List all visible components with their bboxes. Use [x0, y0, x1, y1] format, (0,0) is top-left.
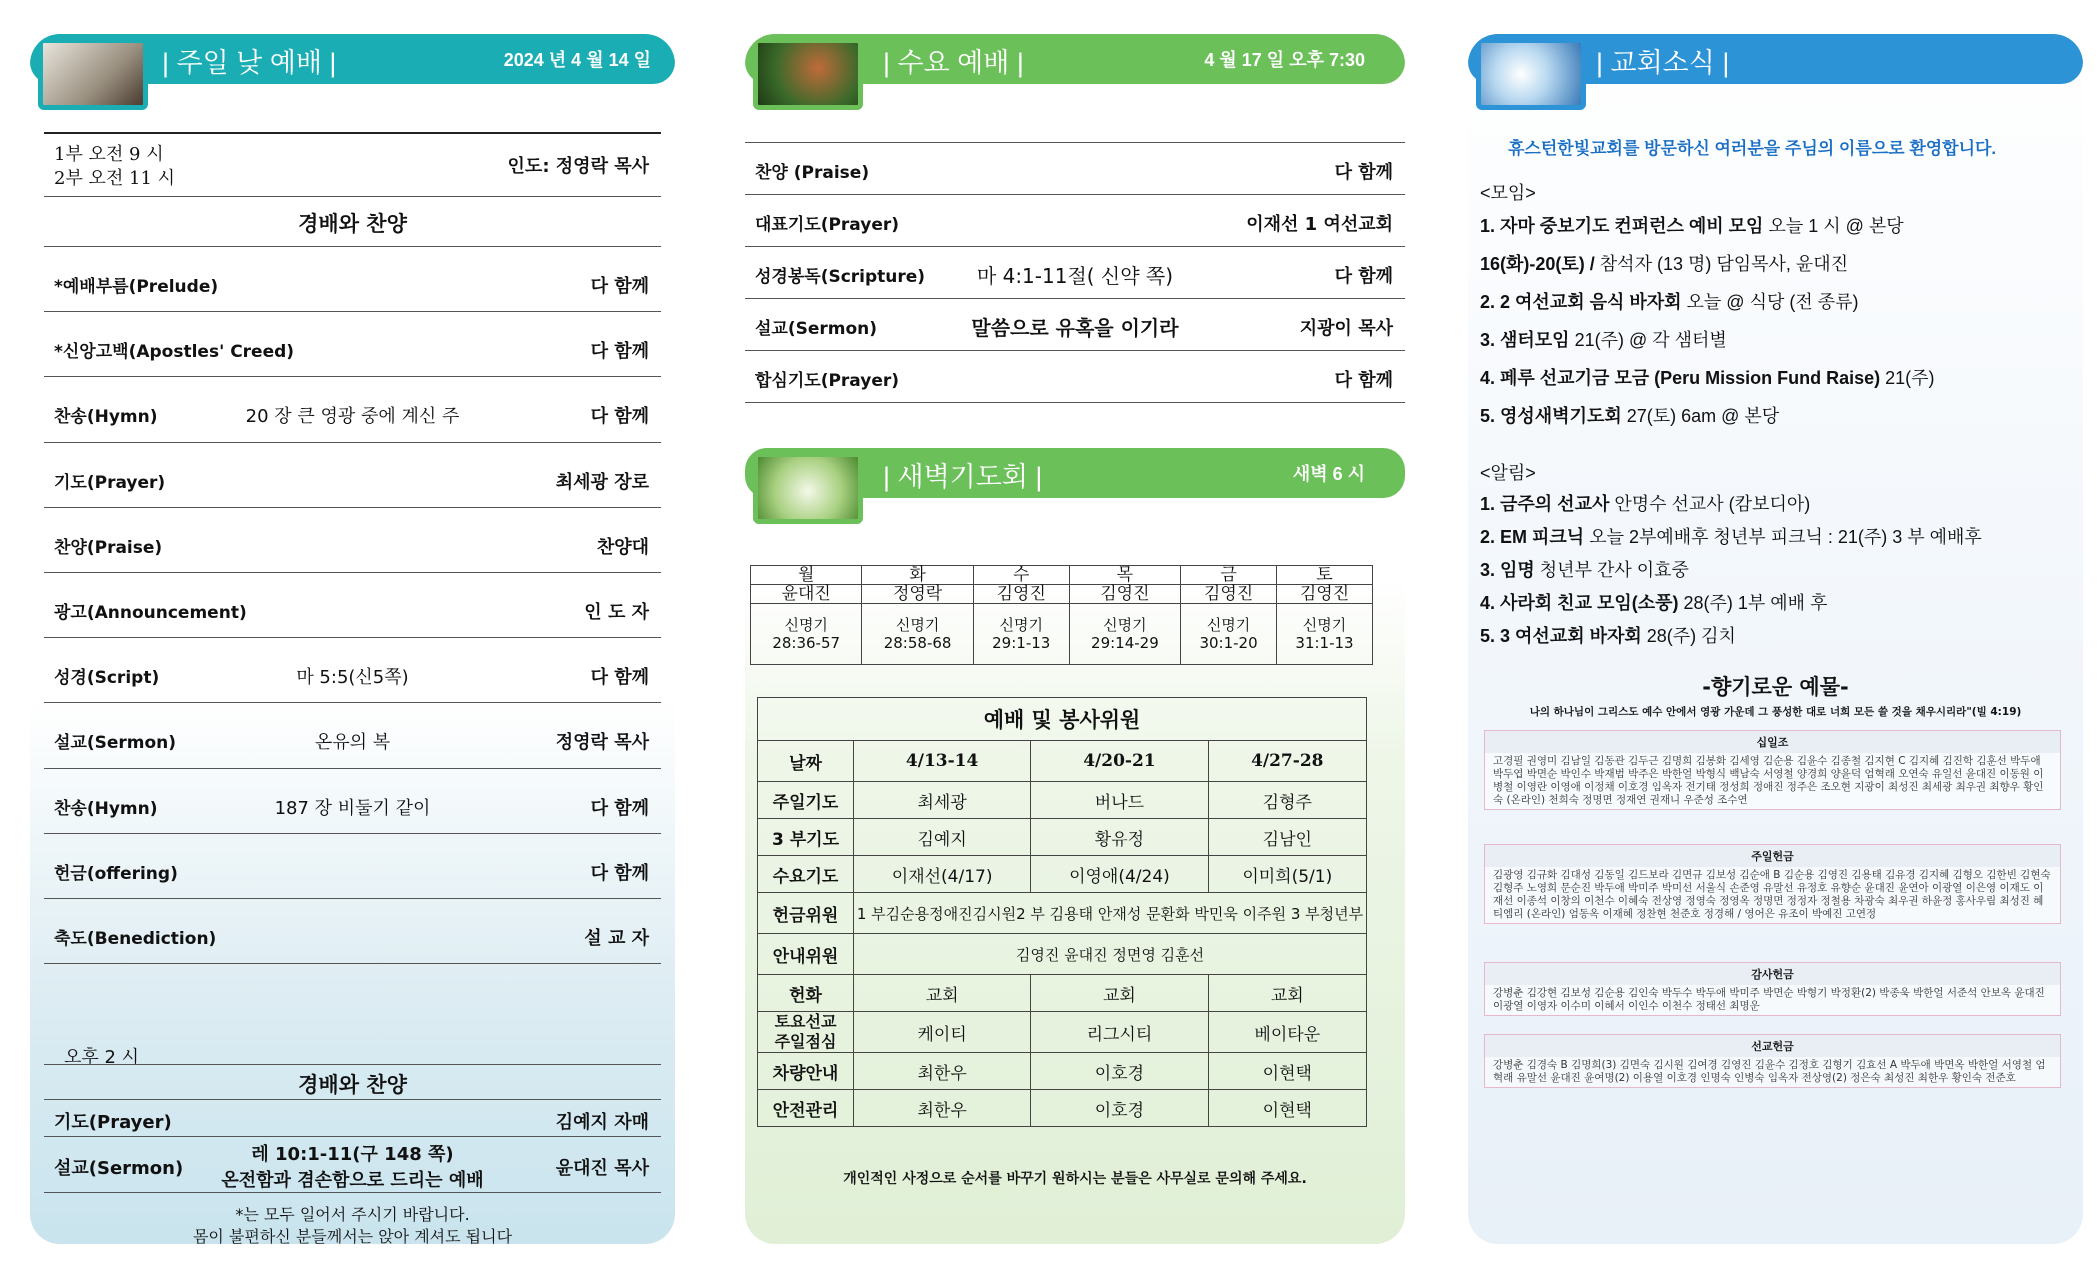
- bible-cross-image: [38, 38, 148, 110]
- leader: 인도: 정영락 목사: [507, 156, 649, 177]
- servants-table: [757, 697, 1367, 1127]
- day-name: 월: [797, 565, 815, 585]
- day-cell: [1277, 566, 1373, 604]
- sunday-order-row: [44, 900, 661, 964]
- servants-row: [758, 1090, 1367, 1127]
- wed-detail: 말씀으로 유혹을 이기라: [971, 316, 1179, 340]
- sunday-order-row: [44, 835, 661, 899]
- sunday-order-row: [44, 574, 661, 638]
- service2-time: 2부 오전 11 시: [54, 168, 176, 189]
- news-item: [1480, 326, 1727, 352]
- servants-name: 이현택: [1208, 1053, 1366, 1090]
- wednesday-order-row: [745, 352, 1405, 403]
- servants-footnote: 개인적인 사정으로 순서를 바꾸기 원하시는 분들은 사무실로 문의해 주세요.: [843, 1171, 1307, 1187]
- offering-section: [1484, 1034, 2061, 1088]
- reading-cell: [1069, 604, 1180, 665]
- servants-row: [758, 856, 1367, 893]
- flower-image: [1476, 38, 1586, 110]
- offering-title: -향기로운 예물-: [1702, 675, 1849, 699]
- wednesday-order-row: [745, 144, 1405, 195]
- readings-row: [751, 604, 1373, 665]
- news-title: | 교회소식 |: [1596, 48, 1730, 78]
- wednesday-date: 4 월 17 일 오후 7:30: [1204, 50, 1365, 70]
- order-person: 최세광 장로: [555, 471, 649, 493]
- servants-name: 버나드: [1031, 782, 1208, 819]
- day-cell: [1181, 566, 1277, 604]
- news-item-title: 4. 페루 선교기금 모금 (Peru Mission Fund Raise): [1480, 368, 1881, 388]
- servants-name: 이현택: [1208, 1090, 1366, 1127]
- reading-book: 신명기: [1103, 616, 1147, 634]
- news-item-title: 4. 사라회 친교 모임(소풍): [1480, 593, 1679, 613]
- offering-verse: 나의 하나님이 그리스도 예수 안에서 영광 가운데 그 풍성한 대로 너희 모든 쓸 것을 채우시리라"(빌 4:19): [1529, 706, 2022, 718]
- news-item-detail: 21(주) @ 각 샘터별: [1569, 330, 1727, 350]
- sunday-order-row: [44, 378, 661, 442]
- offering-section: [1484, 962, 2061, 1016]
- service-times-row: [44, 132, 661, 197]
- sunday-title: | 주일 낮 예배 |: [162, 48, 337, 78]
- wed-top-line: [745, 142, 1405, 143]
- day-name: 목: [1116, 565, 1134, 585]
- news-item-title: 3. 임명: [1480, 560, 1535, 580]
- order-item: 축도(Benediction): [54, 929, 217, 949]
- reading-book: 신명기: [1302, 616, 1347, 634]
- servants-row: [758, 1012, 1367, 1053]
- news-item-detail: 오늘 1 시 @ 본당: [1763, 216, 1904, 236]
- servants-name: 최한우: [854, 1090, 1031, 1127]
- news-item-detail: 28(주) 김치: [1641, 626, 1736, 646]
- offering-section-names: 강병춘 김강현 김보성 김순용 김인숙 박두수 박두애 박미주 박면순 박형기 박정환(2) 박종욱 박한얼 서준석 안보옥 윤대진 이광열 이영자 이수미 이혜서 이인수 이천수 정태선 최명운: [1493, 987, 2045, 1012]
- sunday-order-row: [44, 639, 661, 703]
- order-detail: 온유의 복: [314, 732, 391, 754]
- day-leader: 김영진: [1277, 584, 1372, 603]
- pm-sermon-scripture: 레 10:1-11(구 148 쪽): [251, 1144, 454, 1165]
- reading-cell: [1277, 604, 1373, 665]
- news-item-title: 3. 샘터모임: [1480, 330, 1570, 350]
- servants-name: 김남인: [1208, 819, 1366, 856]
- order-item: 기도(Prayer): [54, 472, 166, 493]
- news-item: [1480, 250, 1848, 276]
- news-item: [1480, 402, 1779, 428]
- news-item-detail: 청년부 간사 이효중: [1534, 560, 1689, 580]
- servants-role: 안전관리: [758, 1090, 854, 1127]
- news-item: [1480, 364, 1935, 390]
- news-item-title: 2. EM 피크닉: [1480, 527, 1585, 547]
- order-person: 인 도 자: [584, 602, 649, 623]
- servants-name: 김예지: [854, 819, 1031, 856]
- wednesday-order-row: [745, 300, 1405, 351]
- servants-name: 김형주: [1208, 782, 1366, 819]
- dawn-schedule-table: [750, 565, 1373, 665]
- order-person: 다 함께: [590, 406, 649, 428]
- wed-person: 다 함께: [1334, 266, 1393, 287]
- offering-section: [1484, 844, 2061, 924]
- order-person: 찬양대: [596, 536, 649, 558]
- days-row: [751, 566, 1373, 604]
- servants-role: 차량안내: [758, 1053, 854, 1090]
- servants-name: 이호경: [1031, 1053, 1208, 1090]
- wednesday-order-row: [745, 248, 1405, 299]
- order-person: 다 함께: [590, 797, 649, 819]
- notices-heading: <알림>: [1480, 463, 1536, 483]
- servants-header-cell: 4/27-28: [1208, 741, 1366, 782]
- order-person: 다 함께: [590, 862, 649, 884]
- servants-name: 최한우: [854, 1053, 1031, 1090]
- servants-row: [758, 934, 1367, 975]
- sunday-order-row: [44, 770, 661, 834]
- news-item-detail: 28(주) 1부 예배 후: [1678, 593, 1828, 613]
- pm-sermon-label: 설교(Sermon): [54, 1158, 184, 1179]
- pm-sermon-title: 온전함과 겸손함으로 드리는 예배: [221, 1170, 484, 1191]
- offering-section: [1484, 730, 2061, 810]
- welcome-text: 휴스턴한빛교회를 방문하신 여러분을 주님의 이름으로 환영합니다.: [1508, 139, 1997, 158]
- day-leader: 김영진: [1181, 584, 1276, 603]
- day-name: 토: [1316, 565, 1333, 585]
- order-person: 다 함께: [590, 341, 649, 363]
- reading-cell: [1181, 604, 1277, 665]
- servants-name: 교회: [1208, 975, 1366, 1012]
- servants-role: 안내위원: [758, 934, 854, 975]
- pm-time-row: [44, 1037, 661, 1067]
- service1-time: 1부 오전 9 시: [54, 144, 164, 165]
- news-item: [1480, 589, 1827, 615]
- servants-title-row: [758, 698, 1367, 741]
- order-detail: 20 장 큰 영광 중에 계신 주: [245, 406, 460, 428]
- servants-name: 이미희(5/1): [1208, 856, 1366, 893]
- news-item: [1480, 288, 1859, 314]
- reading-cell: [973, 604, 1069, 665]
- servants-name: 이재선(4/17): [854, 856, 1031, 893]
- news-item-title: 5. 영성새벽기도회: [1480, 406, 1622, 426]
- sunday-order-row: [44, 704, 661, 768]
- reading-chapter: 31:1-13: [1295, 634, 1354, 652]
- day-cell: [862, 566, 973, 604]
- order-person: 설 교 자: [584, 928, 649, 949]
- day-cell: [973, 566, 1069, 604]
- servants-name: 베이타운: [1208, 1012, 1366, 1053]
- day-cell: [1069, 566, 1180, 604]
- order-person: 다 함께: [590, 276, 649, 297]
- pm-prayer-person: 김예지 자매: [555, 1112, 649, 1133]
- reading-chapter: 29:1-13: [992, 634, 1051, 652]
- news-item-detail: 오늘 @ 식당 (전 종류): [1681, 292, 1859, 312]
- order-item: 헌금(offering): [54, 863, 178, 884]
- wed-person: 이재선 1 여선교회: [1246, 214, 1393, 235]
- wed-person: 지광이 목사: [1299, 318, 1393, 339]
- servants-title: 예배 및 봉사위원: [758, 698, 1367, 741]
- servants-row: [758, 1053, 1367, 1090]
- order-item: 성경(Script): [54, 668, 160, 689]
- order-item: 설교(Sermon): [54, 733, 177, 754]
- day-leader: 김영진: [1070, 584, 1180, 603]
- news-item: [1480, 212, 1904, 238]
- pm-sermon-row: [44, 1138, 661, 1193]
- reading-chapter: 30:1-20: [1199, 634, 1258, 652]
- wooden-cross-image: [753, 38, 863, 110]
- servants-role: 헌금위원: [758, 893, 854, 934]
- order-item: 찬송(Hymn): [54, 407, 158, 428]
- servants-header-cell: 4/13-14: [854, 741, 1031, 782]
- servants-header-row: [758, 741, 1367, 782]
- dawn-header: [745, 448, 1405, 498]
- wed-person: 다 함께: [1334, 162, 1393, 183]
- news-item: [1480, 523, 1982, 549]
- wed-item: 찬양 (Praise): [755, 163, 870, 183]
- offering-section-names: 김광영 김규화 김대성 김동일 김드보라 김면규 김보성 김순애 B 김순용 김영진 김용태 김유경 김지혜 김형오 김한빈 김현숙 김형주 노영희 문순진 박두애 박미주 박미선 서울식 손준영 유말선 유정호 유향순 윤대진 윤연아 이광열 이은영 이재도 이재선 이종석 이창의 이천수 이혜숙 전상영 정영숙 정영옥 정명면 정정자 정철용 차광숙 최우권 하윤정 홍사우림 최성진 혜티엠리 (온라인) 엄동옥 이재혜 정찬현 천준호 정경해 / 영어은 유조이 박예진 고연정: [1493, 869, 2051, 920]
- reading-chapter: 29:14-29: [1091, 634, 1159, 652]
- news-item-detail: 21(주): [1880, 368, 1935, 388]
- order-item: *신앙고백(Apostles' Creed): [54, 342, 295, 363]
- servants-name: 이영애(4/24): [1031, 856, 1208, 893]
- wed-person: 다 함께: [1334, 370, 1393, 391]
- sunday-order-row: [44, 313, 661, 377]
- sunday-date: 2024 년 4 월 14 일: [503, 50, 651, 70]
- pm-section-row: [44, 1064, 661, 1100]
- servants-row: [758, 819, 1367, 856]
- news-header: [1468, 34, 2083, 84]
- wed-detail: 마 4:1-11절( 신약 쪽): [976, 264, 1174, 288]
- order-item: *예배부름(Prelude): [54, 277, 219, 297]
- wed-item: 대표기도(Prayer): [755, 215, 900, 235]
- servants-name: 황유정: [1031, 819, 1208, 856]
- order-person: 정영락 목사: [555, 732, 649, 754]
- news-item-detail: 참석자 (13 명) 담임목사, 윤대진: [1594, 254, 1849, 274]
- servants-header-cell: 4/20-21: [1031, 741, 1208, 782]
- wed-item: 합심기도(Prayer): [755, 371, 900, 391]
- wednesday-title: | 수요 예배 |: [883, 48, 1024, 78]
- day-name: 수: [1013, 565, 1030, 585]
- reading-book: 신명기: [895, 616, 940, 634]
- reading-chapter: 28:36-57: [772, 634, 841, 652]
- offering-section-names: 강병춘 김경숙 B 김명희(3) 김면숙 김시원 김여경 김영진 김윤수 김정호 김형기 김효선 A 박두애 박면옥 박한얼 서영철 엄혁래 유말선 윤대진 윤여명(2) 이용열 이호경 인명숙 인병숙 임옥자 전상영(2) 정은숙 최성진 최한우 황인숙 전준호: [1493, 1059, 2046, 1084]
- praise-section-row: [44, 196, 661, 247]
- order-detail: 187 장 비둘기 같이: [274, 797, 431, 819]
- order-item: 찬송(Hymn): [54, 798, 158, 819]
- reading-cell: [751, 604, 862, 665]
- sunday-service-panel: [30, 34, 675, 1244]
- day-name: 화: [909, 565, 926, 585]
- wed-item: 설교(Sermon): [755, 319, 878, 339]
- pm-section: 경배와 찬양: [298, 1073, 407, 1097]
- servants-name: 이호경: [1031, 1090, 1208, 1127]
- news-item-title: 1. 금주의 선교사: [1480, 494, 1610, 514]
- reading-cell: [862, 604, 973, 665]
- servants-name: 리그시티: [1031, 1012, 1208, 1053]
- order-person: 다 함께: [590, 667, 649, 689]
- wednesday-panel: [745, 34, 1405, 1244]
- news-item-detail: 27(토) 6am @ 본당: [1621, 406, 1780, 426]
- news-item-detail: 안명수 선교사 (캄보디아): [1609, 494, 1811, 514]
- news-item: [1480, 556, 1689, 582]
- order-item: 광고(Announcement): [54, 603, 247, 623]
- servants-role: 헌화: [758, 975, 854, 1012]
- servants-name: 최세광: [854, 782, 1031, 819]
- sunday-order-row: [44, 509, 661, 573]
- servants-role: 3 부기도: [758, 819, 854, 856]
- servants-row: [758, 975, 1367, 1012]
- news-item: [1480, 622, 1736, 648]
- sunday-order-row: [44, 248, 661, 312]
- offering-section-title: 주일헌금: [1485, 845, 2060, 867]
- wed-item: 성경봉독(Scripture): [755, 267, 926, 287]
- news-panel: [1468, 34, 2083, 1244]
- wednesday-order-row: [745, 196, 1405, 247]
- day-leader: 정영락: [862, 584, 972, 603]
- news-item: [1480, 490, 1810, 516]
- order-detail: 마 5:5(신5쪽): [296, 667, 409, 689]
- day-cell: [751, 566, 862, 604]
- pm-prayer-row: [44, 1100, 661, 1137]
- sunday-header: [30, 34, 675, 84]
- day-leader: 김영진: [974, 584, 1069, 603]
- day-name: 금: [1220, 565, 1237, 585]
- servants-role: 수요기도: [758, 856, 854, 893]
- reading-book: 신명기: [784, 616, 828, 634]
- servants-role: 주일기도: [758, 782, 854, 819]
- dawn-time: 새벽 6 시: [1292, 464, 1365, 484]
- servants-names: 1 부김순용정애진김시원2 부 김용태 안재성 문환화 박민욱 이주원 3 부청년부: [854, 893, 1367, 934]
- sunday-order-row: [44, 444, 661, 508]
- news-item-title: 2. 2 여선교회 음식 바자회: [1480, 292, 1682, 312]
- footnote-2: 몸이 불편하신 분들께서는 앉아 계셔도 됩니다: [192, 1227, 513, 1244]
- servants-names: 김영진 윤대진 정면영 김훈선: [854, 934, 1367, 975]
- servants-row: [758, 893, 1367, 934]
- footnote-1: *는 모두 일어서 주시기 바랍니다.: [235, 1205, 470, 1224]
- offering-section-title: 십일조: [1485, 731, 2060, 753]
- servants-role: 토요선교 주일점심: [758, 1012, 854, 1053]
- meetings-heading: <모임>: [1480, 183, 1536, 203]
- servants-name: 교회: [854, 975, 1031, 1012]
- news-item-title: 1. 자마 중보기도 컨퍼런스 예비 모임: [1480, 216, 1764, 236]
- praise-section: 경배와 찬양: [298, 212, 407, 236]
- pm-time: 오후 2 시: [64, 1047, 140, 1068]
- offering-section-title: 선교헌금: [1485, 1035, 2060, 1057]
- servants-name: 케이티: [854, 1012, 1031, 1053]
- news-item-detail: 오늘 2부예배후 청년부 피크닉 : 21(주) 3 부 예배후: [1584, 527, 1982, 547]
- reading-book: 신명기: [1206, 616, 1251, 634]
- offering-section-names: 고경필 권영미 김남일 김동관 김두근 김명희 김봉화 김세영 김순용 김윤수 김종철 김지현 C 김지혜 김진학 김훈선 박두애 박두엽 박면순 박인수 박재범 박주은 박한얼 박형식 백남숙 서영철 양경희 양윤덕 엄혁래 오연숙 유일선 윤대진 이동원 이병철 이영란 이영애 이정채 이호경 임옥자 전기태 정성희 정애진 정주은 조오현 지광이 최성진 최세광 최우권 최향우 황인숙 (온라인) 천희숙 정명면 정재연 권재니 우준성 조수연: [1493, 755, 2044, 806]
- dawn-title: | 새벽기도회 |: [883, 462, 1043, 492]
- servants-header-cell: 날짜: [758, 741, 854, 782]
- news-item-title: 16(화)-20(토) /: [1480, 254, 1595, 274]
- servants-row: [758, 782, 1367, 819]
- news-item-title: 5. 3 여선교회 바자회: [1480, 626, 1642, 646]
- offering-section-title: 감사헌금: [1485, 963, 2060, 985]
- order-item: 찬양(Praise): [54, 537, 163, 558]
- pm-sermon-preacher: 윤대진 목사: [555, 1158, 649, 1179]
- servants-name: 교회: [1031, 975, 1208, 1012]
- reading-chapter: 28:58-68: [883, 634, 952, 652]
- candle-image: [753, 452, 863, 524]
- pm-prayer-label: 기도(Prayer): [54, 1112, 172, 1133]
- wednesday-header: [745, 34, 1405, 84]
- day-leader: 윤대진: [751, 584, 861, 603]
- reading-book: 신명기: [999, 616, 1043, 634]
